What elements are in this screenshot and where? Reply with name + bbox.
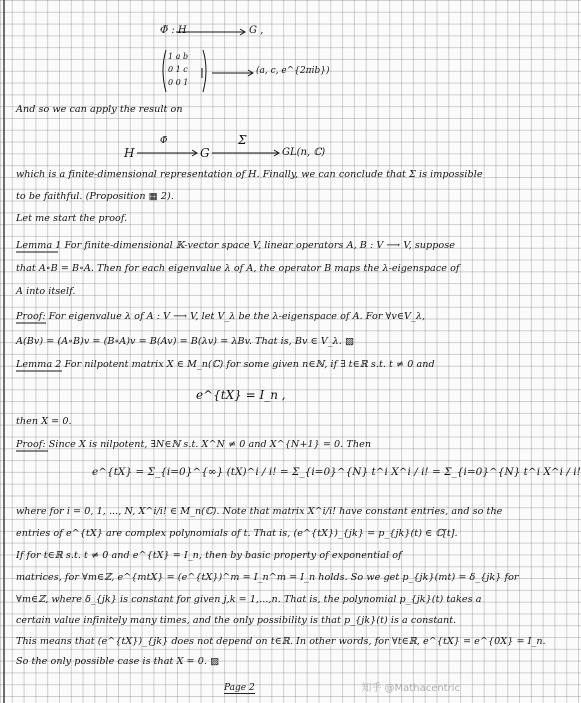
text-line: And so we can apply the result on [16,104,183,115]
text-line: that A∘B = B∘A. Then for each eigenvalue λ of A, the operator B maps the λ-eigenspace of [16,263,460,274]
text-line: ∀m∈ℤ, where δ_{jk} is constant for given j,k = 1,...,n. That is, the polynomial p_{jk}(t) takes a [16,594,482,605]
text-line: A(Bv) = (A∘B)v = (B∘A)v = B(Av) = B(λv) = λBv. That is, Bv ∈ V_λ. ▨ [16,336,355,347]
text-line: certain value infinitely many times, and the only possibility is that p_{jk}(t) is a constant. [16,615,457,626]
text-line: This means that (e^{tX})_{jk} does not depend on t∈ℝ. In other words, for ∀t∈ℝ, e^{tX} = e^{0X} = I_n. [16,636,546,647]
diagram2-phi-label: Φ̃ [160,136,168,146]
text-line: So the only possible case is that X = 0. ▨ [16,656,220,667]
page-number: Page 2 [224,683,255,693]
watermark: 知乎 @Mathacentric [361,683,460,694]
diagram2-sigma-label: Σ [238,133,247,147]
diagram1-image-triple: (a, c, e^{2πib}) [256,66,330,76]
proof1-line: Proof: For eigenvalue λ of A : V ⟶ V, let V_λ be the λ-eigenspace of A. For ∀v∈V_λ, [16,311,426,322]
text-line: where for i = 0, 1, ..., N, X^i/i! ∈ M_n(ℂ). Note that matrix X^i/i! have constant entries, and so the [16,506,503,517]
diagram2-node-gl: GL(n, ℂ) [282,147,326,158]
text-line: entries of e^{tX} are complex polynomials of t. That is, (e^{tX})_{jk} = p_{jk}(t) ∈ ℂ[t]. [16,528,458,539]
lemma2-equation: e^{tX} = I_n , [196,388,286,402]
diagram2-node-h: H [124,146,135,160]
text-line: to be faithful. (Proposition ▦ 2). [16,191,174,202]
proof2-line: Proof: Since X is nilpotent, ∃N∈ℕ s.t. X^N ≠ 0 and X^{N+1} = 0. Then [16,439,372,450]
lemma1-line: Lemma 1 For finite-dimensional 𝕂-vector space V, linear operators A, B : V ⟶ V, suppose [16,240,455,251]
matrix-right-bracket [203,50,206,92]
lemma2-line: Lemma 2 For nilpotent matrix X ∈ M_n(ℂ) for some given n∈ℕ, if ∃ t∈ℝ s.t. t ≠ 0 and [16,359,435,370]
matrix-row: 0 1 c [168,65,188,74]
diagram1-top-right: G , [249,25,264,36]
exponential-series-equation: e^{tX} = Σ_{i=0}^{∞} (tX)^i / i! = Σ_{i=0}^{N} t^i X^i / i! = Σ_{i=0}^{N} t^i X^i / i! [92,466,581,478]
matrix-row: 1 a b [168,52,189,61]
matrix-row: 0 0 1 [168,78,189,87]
text-line: then X = 0. [16,416,72,427]
upper-triangular-matrix [168,50,188,89]
text-line: A into itself. [16,286,76,297]
diagram1-top-left: Φ̃ : H [160,25,187,36]
text-line: Let me start the proof. [16,213,128,224]
text-line: which is a finite-dimensional representation of H. Finally, we can conclude that Σ is impossible [16,169,483,180]
diagram2-node-g: G [200,146,210,160]
matrix-left-bracket [163,50,166,92]
text-line: matrices, for ∀m∈ℤ, e^{mtX} = (e^{tX})^m = I_n^m = I_n holds. So we get p_{jk}(mt) = δ_{jk} for [16,572,519,583]
text-line: If for t∈ℝ s.t. t ≠ 0 and e^{tX} = I_n, then by basic property of exponential of [16,550,402,561]
